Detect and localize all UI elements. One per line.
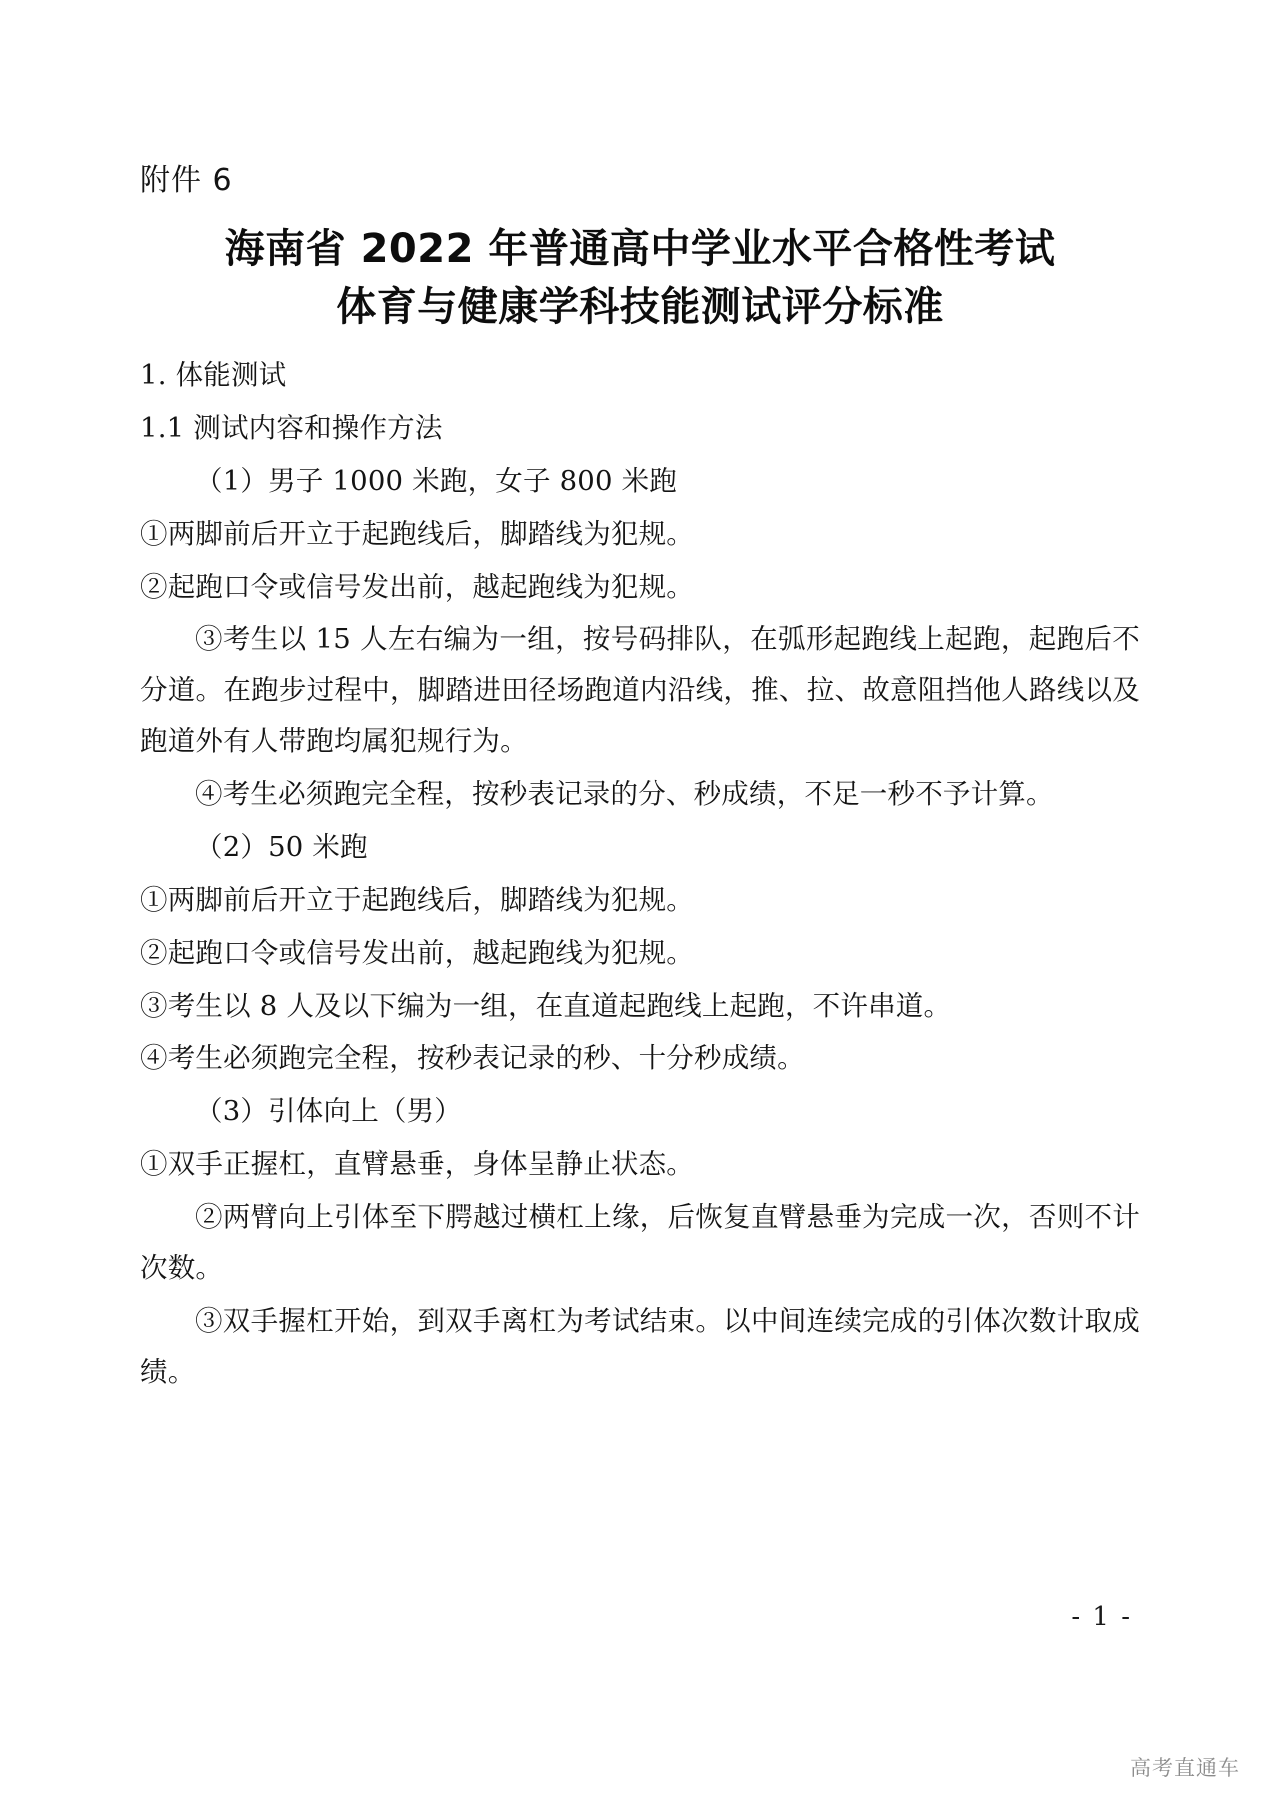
document-body: [140, 160, 1140, 1400]
paragraph: ④考生必须跑完全程，按秒表记录的分、秒成绩，不足一秒不予计算。: [195, 778, 1054, 810]
paragraph: ③双手握杠开始，到双手离杠为考试结束。以中间连续完成的引体次数计取成绩。: [140, 1304, 1140, 1388]
paragraph: 1. 体能测试: [140, 359, 287, 391]
paragraph: ①两脚前后开立于起跑线后，脚踏线为犯规。: [140, 517, 694, 550]
body-text: [140, 350, 1140, 1398]
paragraph: ②起跑口令或信号发出前，越起跑线为犯规。: [140, 570, 694, 603]
paragraph: （1）男子 1000 米跑，女子 800 米跑: [195, 464, 678, 497]
page-title-line-2: 体育与健康学科技能测试评分标准: [336, 284, 944, 330]
paragraph: ③考生以 15 人左右编为一组，按号码排队，在弧形起跑线上起跑，起跑后不分道。在跑步过程中，脚踏进田径场跑道内沿线，推、拉、故意阻挡他人路线以及跑道外有人带跑均属犯规行为。: [140, 623, 1140, 758]
page-title-line-1: 海南省 2022 年普通高中学业水平合格性考试: [224, 226, 1056, 272]
paragraph: ③考生以 8 人及以下编为一组，在直道起跑线上起跑，不许串道。: [140, 989, 952, 1022]
paragraph: ①双手正握杠，直臂悬垂，身体呈静止状态。: [140, 1148, 694, 1181]
attachment-label: 附件 6: [140, 163, 233, 198]
page-title: [140, 220, 1140, 336]
paragraph: ①两脚前后开立于起跑线后，脚踏线为犯规。: [140, 883, 694, 916]
paragraph: （3）引体向上（男）: [195, 1095, 462, 1128]
page-number: - 1 -: [1071, 1602, 1132, 1632]
watermark: 高考直通车: [1130, 1756, 1240, 1780]
paragraph: 1.1 测试内容和操作方法: [140, 411, 443, 444]
paragraph: ②两臂向上引体至下腭越过横杠上缘，后恢复直臂悬垂为完成一次，否则不计次数。: [140, 1201, 1140, 1284]
paragraph: ②起跑口令或信号发出前，越起跑线为犯规。: [140, 936, 694, 969]
paragraph: ④考生必须跑完全程，按秒表记录的秒、十分秒成绩。: [140, 1042, 805, 1075]
paragraph: （2）50 米跑: [195, 830, 368, 863]
